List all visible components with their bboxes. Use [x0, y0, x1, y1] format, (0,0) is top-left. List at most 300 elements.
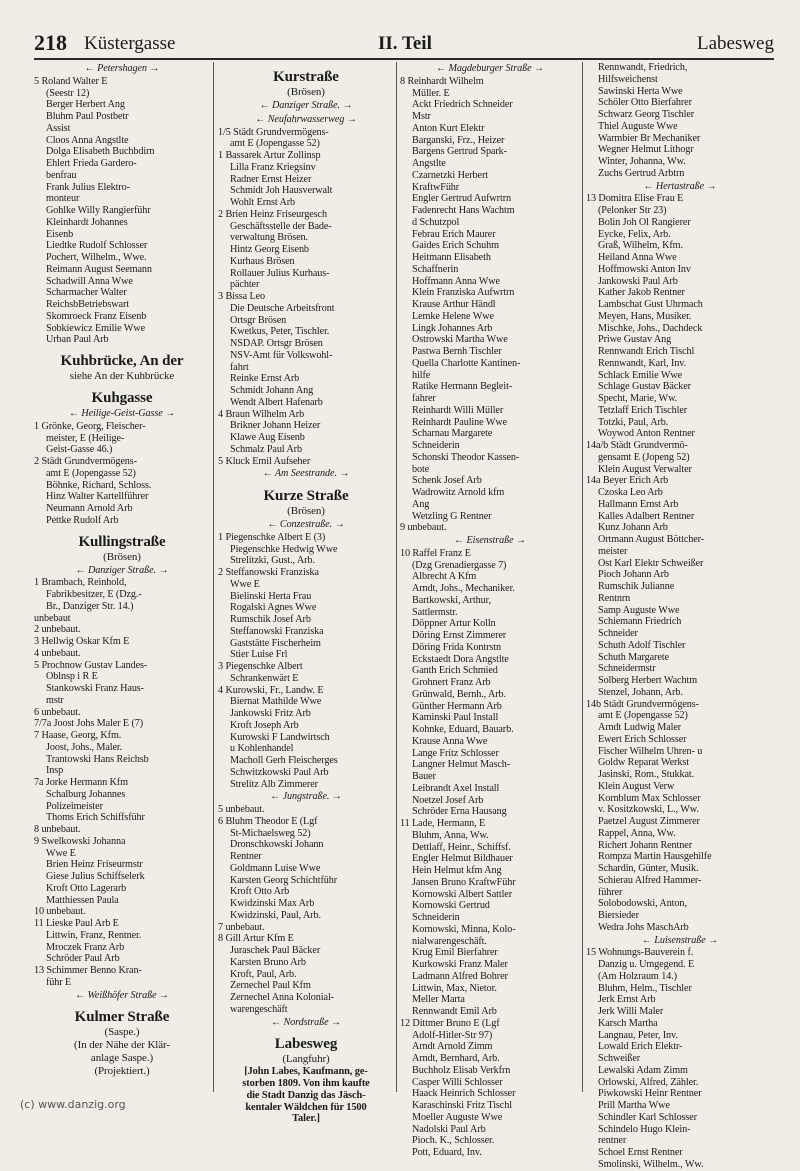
street-subtitle: anlage Saspe.) — [90, 1052, 154, 1065]
house-entry: 9 unbebaut. — [400, 522, 447, 534]
street-heading: Kuhgasse — [91, 390, 153, 406]
resident-entry: Lemke Helene Wwe — [412, 310, 494, 322]
watermark-text: (c) www.danzig.org — [20, 1098, 126, 1111]
resident-entry: NSDAP. Ortsgr Brösen — [230, 338, 323, 349]
cross-street: ← Conzestraße. → — [267, 519, 345, 530]
resident-entry: Ortmann August Böttcher- — [598, 534, 705, 545]
resident-entry: amt E (Jopengasse 52) — [598, 710, 688, 722]
cross-street: ← Heilige-Geist-Gasse → — [68, 408, 176, 419]
cross-street: ← Danziger Straße. → — [75, 564, 169, 576]
resident-entry: Karsten Georg Schichtführ — [230, 874, 338, 886]
resident-entry: bote — [412, 463, 430, 475]
resident-entry: Thoms Erich Schiffsführ — [46, 812, 145, 824]
resident-entry: Böhnke, Richard, Schloss. — [46, 479, 152, 491]
resident-entry: Stankowski Franz Haus- — [46, 683, 144, 694]
house-entry: 5 Prochnow Gustav Landes- — [34, 659, 148, 671]
resident-entry: Arndt Arnold Zimm — [412, 1041, 493, 1053]
street-subtitle: (In der Nähe der Klär- — [74, 1039, 170, 1052]
resident-entry: Pastwa Bernh Tischler — [412, 346, 502, 357]
resident-entry: Jasinski, Rom., Stukkat. — [598, 769, 695, 780]
resident-entry: Tetzlaff Erich Tischler — [598, 404, 688, 416]
resident-entry: Kurhaus Brösen — [230, 255, 295, 267]
resident-entry: Karsch Martha — [598, 1017, 658, 1029]
street-subtitle: (Brösen) — [103, 550, 141, 563]
resident-entry: Meyen, Hans, Musiker. — [598, 310, 692, 322]
resident-entry: Moeller Auguste Wwe — [412, 1111, 503, 1123]
house-entry: 14a/b Städt Grundvermö- — [586, 440, 688, 451]
resident-entry: Matthiessen Paula — [46, 894, 119, 906]
resident-entry: Fabrikbesitzer, E (Dzg.- — [46, 589, 142, 600]
resident-entry: nialwarengeschäft. — [412, 935, 487, 947]
resident-entry: Rompza Martin Hausgehilfe — [598, 851, 712, 863]
resident-entry: Czoska Leo Arb — [598, 487, 663, 498]
resident-entry: Schweißer — [598, 1053, 641, 1064]
resident-entry: Lambschat Gust Uhrmach — [598, 299, 703, 310]
resident-entry: Eisenb — [46, 228, 74, 240]
resident-entry: Jansen Bruno KraftwFühr — [412, 876, 516, 888]
resident-entry: Rogalski Agnes Wwe — [230, 602, 317, 614]
resident-entry: Kwidzinski, Paul, Arb. — [230, 909, 321, 921]
house-entry: 2 Brien Heinz Friseurgesch — [218, 208, 327, 220]
house-entry: 1 Piegenschke Albert E (3) — [218, 531, 326, 543]
resident-entry: fahrer — [412, 393, 436, 404]
resident-entry: Pettke Rudolf Arb — [46, 514, 119, 526]
resident-entry: Hoffmowski Anton Inv — [598, 263, 691, 275]
resident-entry: Goldmann Luise Wwe — [230, 862, 321, 874]
resident-entry: Juraschek Paul Bäcker — [230, 945, 321, 956]
house-entry: 5 unbebaut. — [218, 804, 265, 815]
street-subtitle: (Projektiert.) — [94, 1065, 150, 1078]
resident-entry: Schuth Margarete — [598, 651, 669, 663]
resident-entry: meister, E (Heilige- — [46, 432, 125, 444]
house-entry: 3 Hellwig Oskar Kfm E — [34, 636, 130, 647]
resident-entry: Arndt, Johs., Mechaniker. — [412, 583, 515, 594]
resident-entry: Ratike Hermann Begleit- — [412, 381, 513, 393]
resident-entry: Jankowski Fritz Arb — [230, 708, 311, 719]
resident-entry: Bargens Gertrud Spark- — [412, 146, 507, 158]
resident-entry: Kurowski F Landwirtsch — [230, 731, 330, 743]
house-entry: 11 Lade, Hermann, E — [400, 818, 486, 829]
resident-entry: Casper Willi Schlosser — [412, 1076, 503, 1088]
street-subtitle: (Saspe.) — [104, 1026, 140, 1039]
resident-entry: Winter, Johanna, Ww. — [598, 156, 686, 167]
resident-entry: Totzki, Paul, Arb. — [598, 416, 669, 428]
resident-entry: Kroft Otto Lagerarb — [46, 882, 127, 894]
house-entry: 10 Raffel Franz E — [400, 547, 471, 559]
house-entry: 13 Domitra Elise Frau E — [586, 193, 684, 205]
resident-entry: Kroft Otto Arb — [230, 886, 290, 898]
house-entry: 12 Dittmer Bruno E (Lgf — [400, 1017, 500, 1029]
resident-entry: Mischke, Johs., Dachdeck — [598, 322, 703, 334]
column-divider — [213, 62, 214, 1092]
resident-entry: fahrt — [230, 361, 249, 373]
resident-entry: Prill Martha Wwe — [598, 1100, 670, 1111]
resident-entry: Kalles Adalbert Rentner — [598, 510, 695, 522]
resident-entry: Nadolski Paul Arb — [412, 1123, 486, 1135]
street-subtitle: (Brösen) — [287, 505, 325, 517]
resident-entry: Danzig u. Umgegend. E — [598, 959, 695, 970]
resident-entry: amt E (Jopengasse 52) — [230, 138, 320, 150]
resident-entry: Ganth Erich Schmied — [412, 665, 498, 677]
resident-entry: Hintz Georg Eisenb — [230, 244, 309, 255]
resident-entry: Polizeimeister — [46, 800, 103, 812]
resident-entry: Kleinhardt Johannes — [46, 216, 128, 228]
resident-entry: Reinhardt Willi Müller — [412, 404, 504, 416]
house-entry: 4 Kurowski, Fr., Landw. E — [218, 684, 324, 696]
house-entry: 2 Steffanowski Franziska — [218, 567, 319, 578]
header-rule — [34, 58, 774, 60]
house-entry: 14b Städt Grundvermögens- — [586, 698, 699, 710]
resident-entry: Schardin, Günter, Musik. — [598, 863, 699, 874]
street-note: die Stadt Danzig das Jäsch- — [246, 1089, 366, 1101]
resident-entry: Solberg Herbert Wachtm — [598, 675, 698, 686]
resident-entry: Kornblum Max Schlosser — [598, 792, 701, 804]
cross-street: ← Magdeburger Straße → — [435, 63, 545, 74]
resident-entry: Smolinski, Wilhelm., Ww. — [598, 1158, 704, 1170]
street-heading: Kurze Straße — [263, 488, 349, 504]
resident-entry: Zuchs Gertrud Arbtrn — [598, 167, 685, 179]
house-entry: 8 unbebaut. — [34, 824, 81, 835]
cross-street: ← Am Seestrande. → — [262, 468, 350, 480]
resident-entry: Biernat Mathilde Wwe — [230, 696, 322, 708]
resident-entry: Strelitz Alb Zimmerer — [230, 778, 318, 790]
resident-entry: Bolin Joh Ol Rangierer — [598, 216, 691, 228]
resident-entry: Scharmacher Walter — [46, 287, 127, 299]
resident-entry: Skomroeck Franz Eisenb — [46, 310, 147, 322]
header-street-left: Küstergasse — [84, 33, 176, 54]
street-heading: Kullingstraße — [78, 533, 166, 550]
resident-entry: Rappel, Anna, Ww. — [598, 827, 676, 839]
house-entry: 7 unbebaut. — [218, 921, 265, 933]
resident-entry: Goldw Reparat Werkst — [598, 757, 689, 769]
cross-street: ← Eisenstraße → — [453, 535, 527, 546]
resident-entry: Schlage Gustav Bäcker — [598, 381, 691, 393]
resident-entry: Anton Kurt Elektr — [412, 122, 485, 134]
resident-entry: Solobodowski, Anton, — [598, 898, 687, 910]
resident-entry: Müller. E — [412, 87, 450, 99]
resident-entry: Meller Marta — [412, 994, 465, 1006]
resident-entry: Schneiderin — [412, 912, 460, 923]
street-note: Taler.] — [292, 1113, 320, 1125]
cross-street: ← Nordstraße → — [270, 1016, 342, 1028]
house-entry: 4 unbebaut. — [34, 647, 81, 659]
resident-entry: Bauer — [412, 771, 436, 782]
resident-entry: Warmbier Br Mechaniker — [598, 132, 701, 144]
resident-entry: ReichsbBetriebswart — [46, 299, 129, 310]
house-entry: unbebaut — [34, 612, 71, 624]
resident-entry: Richert Johann Rentner — [598, 839, 692, 851]
resident-entry: Zernechel Anna Kolonial- — [230, 992, 334, 1003]
resident-entry: Frank Julius Elektro- — [46, 181, 130, 193]
house-entry: 8 Reinhardt Wilhelm — [400, 75, 484, 87]
resident-entry: Insp — [46, 765, 64, 777]
resident-entry: Kwidzinski Max Arb — [230, 898, 315, 909]
street-subtitle: siehe An der Kuhbrücke — [69, 370, 175, 382]
resident-entry: Noetzel Josef Arb — [412, 794, 484, 806]
resident-entry: Kurkowski Franz Maler — [412, 959, 508, 970]
cross-street: ← Petershagen → — [84, 63, 160, 74]
resident-entry: Heitmann Elisabeth — [412, 252, 491, 263]
resident-entry: Karsten Bruno Arb — [230, 956, 306, 968]
resident-entry: Arndt Ludwig Maler — [598, 722, 682, 733]
resident-entry: Urban Paul Arb — [46, 334, 109, 346]
resident-entry: Pioch Johann Arb — [598, 569, 669, 581]
resident-entry: Rentnrn — [598, 592, 631, 604]
resident-entry: Haack Heinrich Schlosser — [412, 1088, 516, 1100]
house-entry: 1 Brambach, Reinhold, — [34, 577, 127, 589]
column-1 — [34, 62, 210, 1102]
resident-entry: gensamt E (Jopeng 52) — [598, 451, 690, 463]
house-entry: 8 Gill Artur Kfm E — [218, 933, 294, 945]
resident-entry: Febrau Erich Maurer — [412, 228, 496, 240]
resident-entry: Reinke Ernst Arb — [230, 373, 300, 385]
street-subtitle: (Brösen) — [287, 86, 325, 98]
house-entry: 1 Bassarek Artur Zollinsp — [218, 150, 321, 161]
resident-entry: Schiemann Friedrich — [598, 616, 682, 628]
resident-entry: Lowald Erich Elektr- — [598, 1041, 683, 1053]
resident-entry: Klein Franziska Aufwrtrn — [412, 287, 515, 299]
resident-entry: Br., Danziger Str. 14.) — [46, 600, 134, 612]
resident-entry: Ortsgr Brösen — [230, 314, 287, 326]
resident-entry: Priwe Gustav Ang — [598, 334, 672, 346]
resident-entry: Czarnetzki Herbert — [412, 169, 488, 181]
resident-entry: Paetzel August Zimmerer — [598, 816, 700, 827]
resident-entry: Reinhardt Pauline Wwe — [412, 416, 508, 428]
resident-entry: Bluhm, Anna, Ww. — [412, 829, 489, 841]
resident-entry: Schmalz Paul Arb — [230, 443, 302, 455]
header-street-right: Labesweg — [696, 33, 774, 54]
resident-entry: Wwe E — [46, 847, 76, 859]
resident-entry: Ang — [412, 498, 430, 510]
resident-entry: Eycke, Felix, Arb. — [598, 228, 671, 240]
house-entry: 6 Bluhm Theodor E (Lgf — [218, 815, 318, 827]
resident-entry: hilfe — [412, 369, 431, 381]
resident-entry: Giese Julius Schiffselerk — [46, 871, 145, 882]
resident-entry: (Dzg Grenadiergasse 7) — [412, 559, 507, 571]
street-note: storben 1809. Von ihm kaufte — [242, 1078, 370, 1089]
house-entry: 7 Haase, Georg, Kfm. — [34, 730, 122, 741]
resident-entry: verwaltung Brösen. — [230, 232, 308, 244]
resident-entry: Stenzel, Johann, Arb. — [598, 686, 683, 698]
resident-entry: Kroft, Paul, Arb. — [230, 968, 297, 980]
resident-entry: mstr — [46, 694, 64, 706]
resident-entry: Kornowski Gertrud — [412, 900, 490, 912]
resident-entry: Schmidt Johann Ang — [230, 385, 314, 396]
resident-entry: Lingk Johannes Arb — [412, 322, 493, 334]
street-heading: Kulmer Straße — [74, 1009, 170, 1026]
resident-entry: Piegenschke Hedwig Wwe — [230, 543, 338, 555]
resident-entry: Rennwandt, Friedrich, — [598, 62, 688, 73]
resident-entry: Gaststätte Fischerheim — [230, 637, 321, 649]
column-divider — [582, 62, 583, 1092]
resident-entry: Grünwald, Bernh., Arb. — [412, 688, 506, 700]
resident-entry: Reimann August Seemann — [46, 263, 152, 275]
resident-entry: Günther Hermann Arb — [412, 700, 502, 712]
resident-entry: u Kohlenhandel — [230, 743, 294, 755]
resident-entry: Rennwandt Erich Tischl — [598, 346, 695, 357]
resident-entry: Angstlte — [412, 158, 446, 169]
resident-entry: Leibrandt Axel Install — [412, 782, 500, 794]
resident-entry: Kroft Joseph Arb — [230, 719, 299, 731]
resident-entry: Schuth Adolf Tischler — [598, 639, 686, 651]
resident-entry: Mstr — [412, 111, 431, 122]
resident-entry: Bartkowski, Arthur, — [412, 594, 491, 606]
resident-entry: Neumann Arnold Arb — [46, 503, 133, 514]
resident-entry: Hoffmann Anna Wwe — [412, 275, 500, 287]
resident-entry: Geist-Gasse 46.) — [46, 444, 113, 456]
resident-entry: Zernechel Paul Kfm — [230, 980, 311, 992]
column-3 — [400, 62, 580, 1158]
resident-entry: Schindler Karl Schlosser — [598, 1111, 697, 1123]
cross-street: ← Neufahrwasserweg → — [255, 113, 357, 125]
resident-entry: Steffanowski Franziska — [230, 625, 324, 637]
resident-entry: (Seestr 12) — [46, 87, 90, 99]
house-entry: 9 Swelkowski Johanna — [34, 835, 126, 847]
resident-entry: Krause Arthur Händl — [412, 299, 496, 310]
resident-entry: Strelitzki, Gust., Arb. — [230, 555, 315, 567]
resident-entry: Stier Luise Frl — [230, 649, 288, 661]
resident-entry: Scharnau Margarete — [412, 428, 493, 440]
resident-entry: Sobkiewicz Emilie Wwe — [46, 322, 145, 334]
house-entry: 3 Bissa Leo — [218, 291, 266, 302]
resident-entry: Biersieder — [598, 910, 639, 921]
resident-entry: rentner — [598, 1135, 627, 1147]
resident-entry: benfrau — [46, 169, 77, 181]
resident-entry: Fischer Wilhelm Uhren- u — [598, 745, 703, 757]
resident-entry: Jankowski Paul Arb — [598, 275, 678, 287]
resident-entry: Radner Ernst Heizer — [230, 173, 312, 185]
resident-entry: Wendt Albert Hafenarb — [230, 396, 323, 408]
resident-entry: Kornowski Albert Sattler — [412, 888, 513, 900]
house-entry: 14a Beyer Erich Arb — [586, 475, 669, 487]
resident-entry: Heiland Anna Wwe — [598, 252, 677, 263]
resident-entry: Schindelo Hugo Klein- — [598, 1123, 691, 1135]
resident-entry: St-Michaelsweg 52) — [230, 827, 311, 839]
house-entry: 3 Piegenschke Albert — [218, 661, 303, 672]
house-entry: 2 unbebaut. — [34, 624, 81, 636]
resident-entry: Klein August Verwalter — [598, 463, 692, 475]
resident-entry: Rentner — [230, 851, 262, 862]
house-entry: 7a Jorke Hermann Kfm — [34, 777, 128, 788]
resident-entry: Kornowski, Minna, Kolo- — [412, 923, 516, 935]
resident-entry: Adolf-Hitler-Str 97) — [412, 1029, 493, 1041]
resident-entry: Schonski Theodor Kassen- — [412, 451, 520, 463]
resident-entry: Macholl Gerh Fleischerges — [230, 755, 338, 766]
header-part: II. Teil — [378, 33, 432, 54]
resident-entry: Döppner Artur Kolln — [412, 618, 496, 630]
resident-entry: Wadrowitz Arnold kfm — [412, 487, 505, 498]
column-4 — [586, 62, 774, 1170]
resident-entry: Samp Auguste Wwe — [598, 604, 680, 616]
street-heading: Kuhbrücke, An der — [60, 353, 184, 369]
resident-entry: Schröder Paul Arb — [46, 953, 120, 965]
resident-entry: Piwkowski Heinr Rentner — [598, 1088, 702, 1100]
resident-entry: Klein August Verw — [598, 780, 675, 792]
resident-entry: Schrankenwärt E — [230, 672, 299, 684]
house-entry: 6 unbebaut. — [34, 706, 81, 718]
resident-entry: Schwitzkowski Paul Arb — [230, 766, 329, 778]
resident-entry: Quella Charlotte Kantinen- — [412, 357, 521, 369]
resident-entry: Cloos Anna Angstlte — [46, 134, 129, 146]
resident-entry: Dettlaff, Heinr., Schiffsf. — [412, 841, 511, 853]
resident-entry: Kohnke, Eduard, Bauarb. — [412, 724, 514, 735]
resident-entry: Wegner Helmut Lithogr — [598, 144, 694, 156]
resident-entry: Pioch. K., Schlosser. — [412, 1135, 495, 1147]
cross-street: ← Jungstraße. → — [270, 791, 342, 803]
resident-entry: Rennwandt, Karl, Inv. — [598, 357, 687, 369]
resident-entry: Hilfsweichenst — [598, 73, 658, 85]
house-entry: 5 Kluck Emil Aufseher — [218, 455, 311, 467]
resident-entry: Schneidermstr — [598, 663, 656, 675]
resident-entry: Dronschkowski Johann — [230, 839, 324, 851]
resident-entry: Bluhm Paul Postbetr — [46, 111, 129, 122]
page-number: 218 — [34, 30, 67, 55]
resident-entry: Lilla Franz Kriegsinv — [230, 161, 316, 173]
resident-entry: Krug Emil Bierfahrer — [412, 947, 498, 959]
street-heading: Kurstraße — [273, 69, 339, 85]
resident-entry: Klawe Aug Eisenb — [230, 432, 305, 443]
resident-entry: führer — [598, 886, 623, 898]
street-heading: Labesweg — [274, 1036, 338, 1053]
resident-entry: Assist — [46, 122, 71, 134]
resident-entry: Littwin, Max, Nietor. — [412, 982, 497, 994]
resident-entry: Gaides Erich Schuhm — [412, 240, 499, 252]
resident-entry: Kaminski Paul Install — [412, 712, 499, 724]
resident-entry: Rumschik Julianne — [598, 581, 675, 592]
resident-entry: Sawinski Herta Wwe — [598, 85, 683, 97]
resident-entry: Wohlt Ernst Arb — [230, 197, 296, 208]
resident-entry: pächter — [230, 279, 260, 291]
resident-entry: Schierau Alfred Hammer- — [598, 874, 702, 886]
resident-entry: Jerk Ernst Arb — [598, 994, 656, 1006]
resident-entry: Lewalski Adam Zimm — [598, 1064, 688, 1076]
resident-entry: Thiel Auguste Wwe — [598, 120, 678, 132]
column-2 — [218, 62, 394, 1125]
resident-entry: Fadenrecht Hans Wachtm — [412, 205, 515, 216]
resident-entry: d Schutzpol — [412, 216, 460, 228]
resident-entry: Joost, Johs., Maler. — [46, 741, 123, 753]
resident-entry: Engler Helmut Bildhauer — [412, 853, 513, 865]
house-entry: 7/7a Joost Johs Maler E (7) — [34, 718, 144, 730]
resident-entry: meister — [598, 545, 628, 557]
resident-entry: Schaffnerin — [412, 263, 459, 275]
resident-entry: Engler Gertrud Aufwrtrn — [412, 193, 511, 205]
street-note: [John Labes, Kaufmann, ge- — [244, 1066, 368, 1078]
resident-entry: Hein Helmut kfm Ang — [412, 865, 502, 876]
house-entry: 13 Schimmer Benno Kran- — [34, 965, 142, 976]
resident-entry: Kwetkus, Peter, Tischler. — [230, 326, 330, 338]
resident-entry: Ewert Erich Schlosser — [598, 733, 687, 745]
house-entry: 11 Lieske Paul Arb E — [34, 918, 119, 929]
house-entry: 10 unbebaut. — [34, 906, 86, 918]
resident-entry: Döring Frida Kontrstn — [412, 641, 502, 653]
resident-entry: führ E — [46, 976, 72, 988]
resident-entry: Brikner Johann Heizer — [230, 420, 321, 432]
resident-entry: Langnau, Peter, Inv. — [598, 1029, 678, 1041]
resident-entry: Rennwandt Emil Arb — [412, 1006, 497, 1017]
resident-entry: Bielinski Herta Frau — [230, 590, 312, 602]
resident-entry: Littwin, Franz, Rentner. — [46, 929, 142, 941]
resident-entry: Krause Anna Wwe — [412, 735, 488, 747]
resident-entry: Barganski, Frz., Heizer — [412, 134, 505, 146]
resident-entry: Albrecht A Kfm — [412, 571, 477, 583]
house-entry: 5 Roland Walter E — [34, 75, 108, 87]
resident-entry: monteur — [46, 193, 80, 205]
resident-entry: Wwe E — [230, 578, 260, 590]
column-divider — [396, 62, 397, 1092]
resident-entry: Schenk Josef Arb — [412, 475, 482, 487]
resident-entry: Ostrowski Martha Wwe — [412, 334, 508, 346]
